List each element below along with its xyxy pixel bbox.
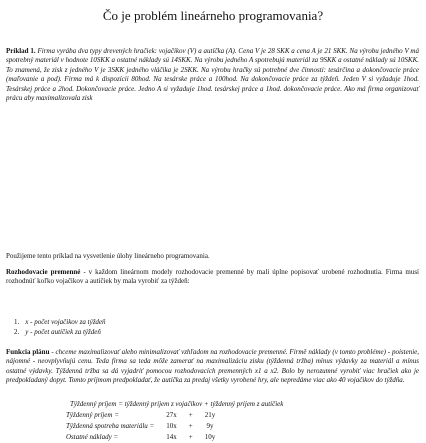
equation-row: Týždenný príjem = 27x + 21y [66,411,216,419]
decision-vars-heading: Rozhodovacie premenné [6,268,81,276]
equation-row: Týždenná spotreba materiálu = 10x + 9y [66,422,214,430]
decision-vars-paragraph [6,268,419,287]
objective-paragraph [6,348,419,386]
decision-vars-text: - v každom lineárnom modely rozhodovacie premenné by mali úplne popisovať urobené rozhodnutia. Firma musí rozhodnúť koľko vojačikov a autíčiek by mala vyrobiť za týždeň: [6,268,420,286]
equation-top-line: Týždenný príjem = týždenný príjem z vojačikov + týždenný príjem z autíčiek [70,400,284,408]
decision-vars-list [14,317,112,337]
objective-heading: Funkcia plánu [6,348,50,356]
objective-text: - chceme maximalizovať alebo minimalizovať vzhľadom na rozhodovacie premenné. Firmě náklady (v tomto probléme) - poistenie, nájomné - neovplyvňujú cenu. Teda firma sa teda môže zamerať na maximalizáciu zisku (týždenná tržba) mínus výdavky za materiál a mínus ostatné výdavky. Týždenná tržba sa dá vyjadriť pomocou rozhodovacích premenných x1 a x2. Bolo by nerozumné vyrobiť viac hračiek ako je predpokladaný dopyt. Tomto príjmom predpokladať, že autíčka za predaj všetky vyrobené hry, ale nepredáme viac ako 40 vojačikov do týždňa. [6,348,419,385]
example-text: Firma vyrába dva typy drevených hračiek: vojačikov (V) a autíčka (A). Cena V je 28 SKK a cena A je 21 SKK. Na výrobu jedného V má spotrebný materiál v hodnote 10SKK a ostatné náklady sú 14SKK. Na výrobu jedného A spotrebujú materiál za 9SKK a ostatné náklady sú 10SKK. To znamená, že zisk z jedného V je 3SKK jedného vláčika je 2SKK. Na výrobu hračky sú potrebné dve činnosti: tesárčina a dokončovacie práce (maľovanie a pod). Firma má k dispozícii 80hod. Na tesárske práce a 100hod. Na dokončovacie práce za týždeň. Jeden V si vyžaduje 1hod. Tesárskej práce a 2hod. Dokončovacie práce. Jedno A si vyžaduje 1hod. tesárskej práce a 1hod. dokončovacie práce. Ako má firma organizovať prácu aby maximalizovala zisk [6,47,419,103]
equation-row: Ostatné náklady = 14x + 10y [66,433,216,441]
example-heading: Príklad 1. [6,47,36,55]
list-item: 2. y - počet autíčiek za týždeň [14,328,101,336]
list-item: 1. x - počet vojačikov za týždeň [14,318,106,326]
example-paragraph [6,47,419,103]
page-title: Čo je problém lineárneho programovania? [102,8,324,23]
use-note: Použijeme tento príklad na vysvetlenie úlohy lineárneho programovania. [6,252,210,260]
equation-block [60,410,420,443]
